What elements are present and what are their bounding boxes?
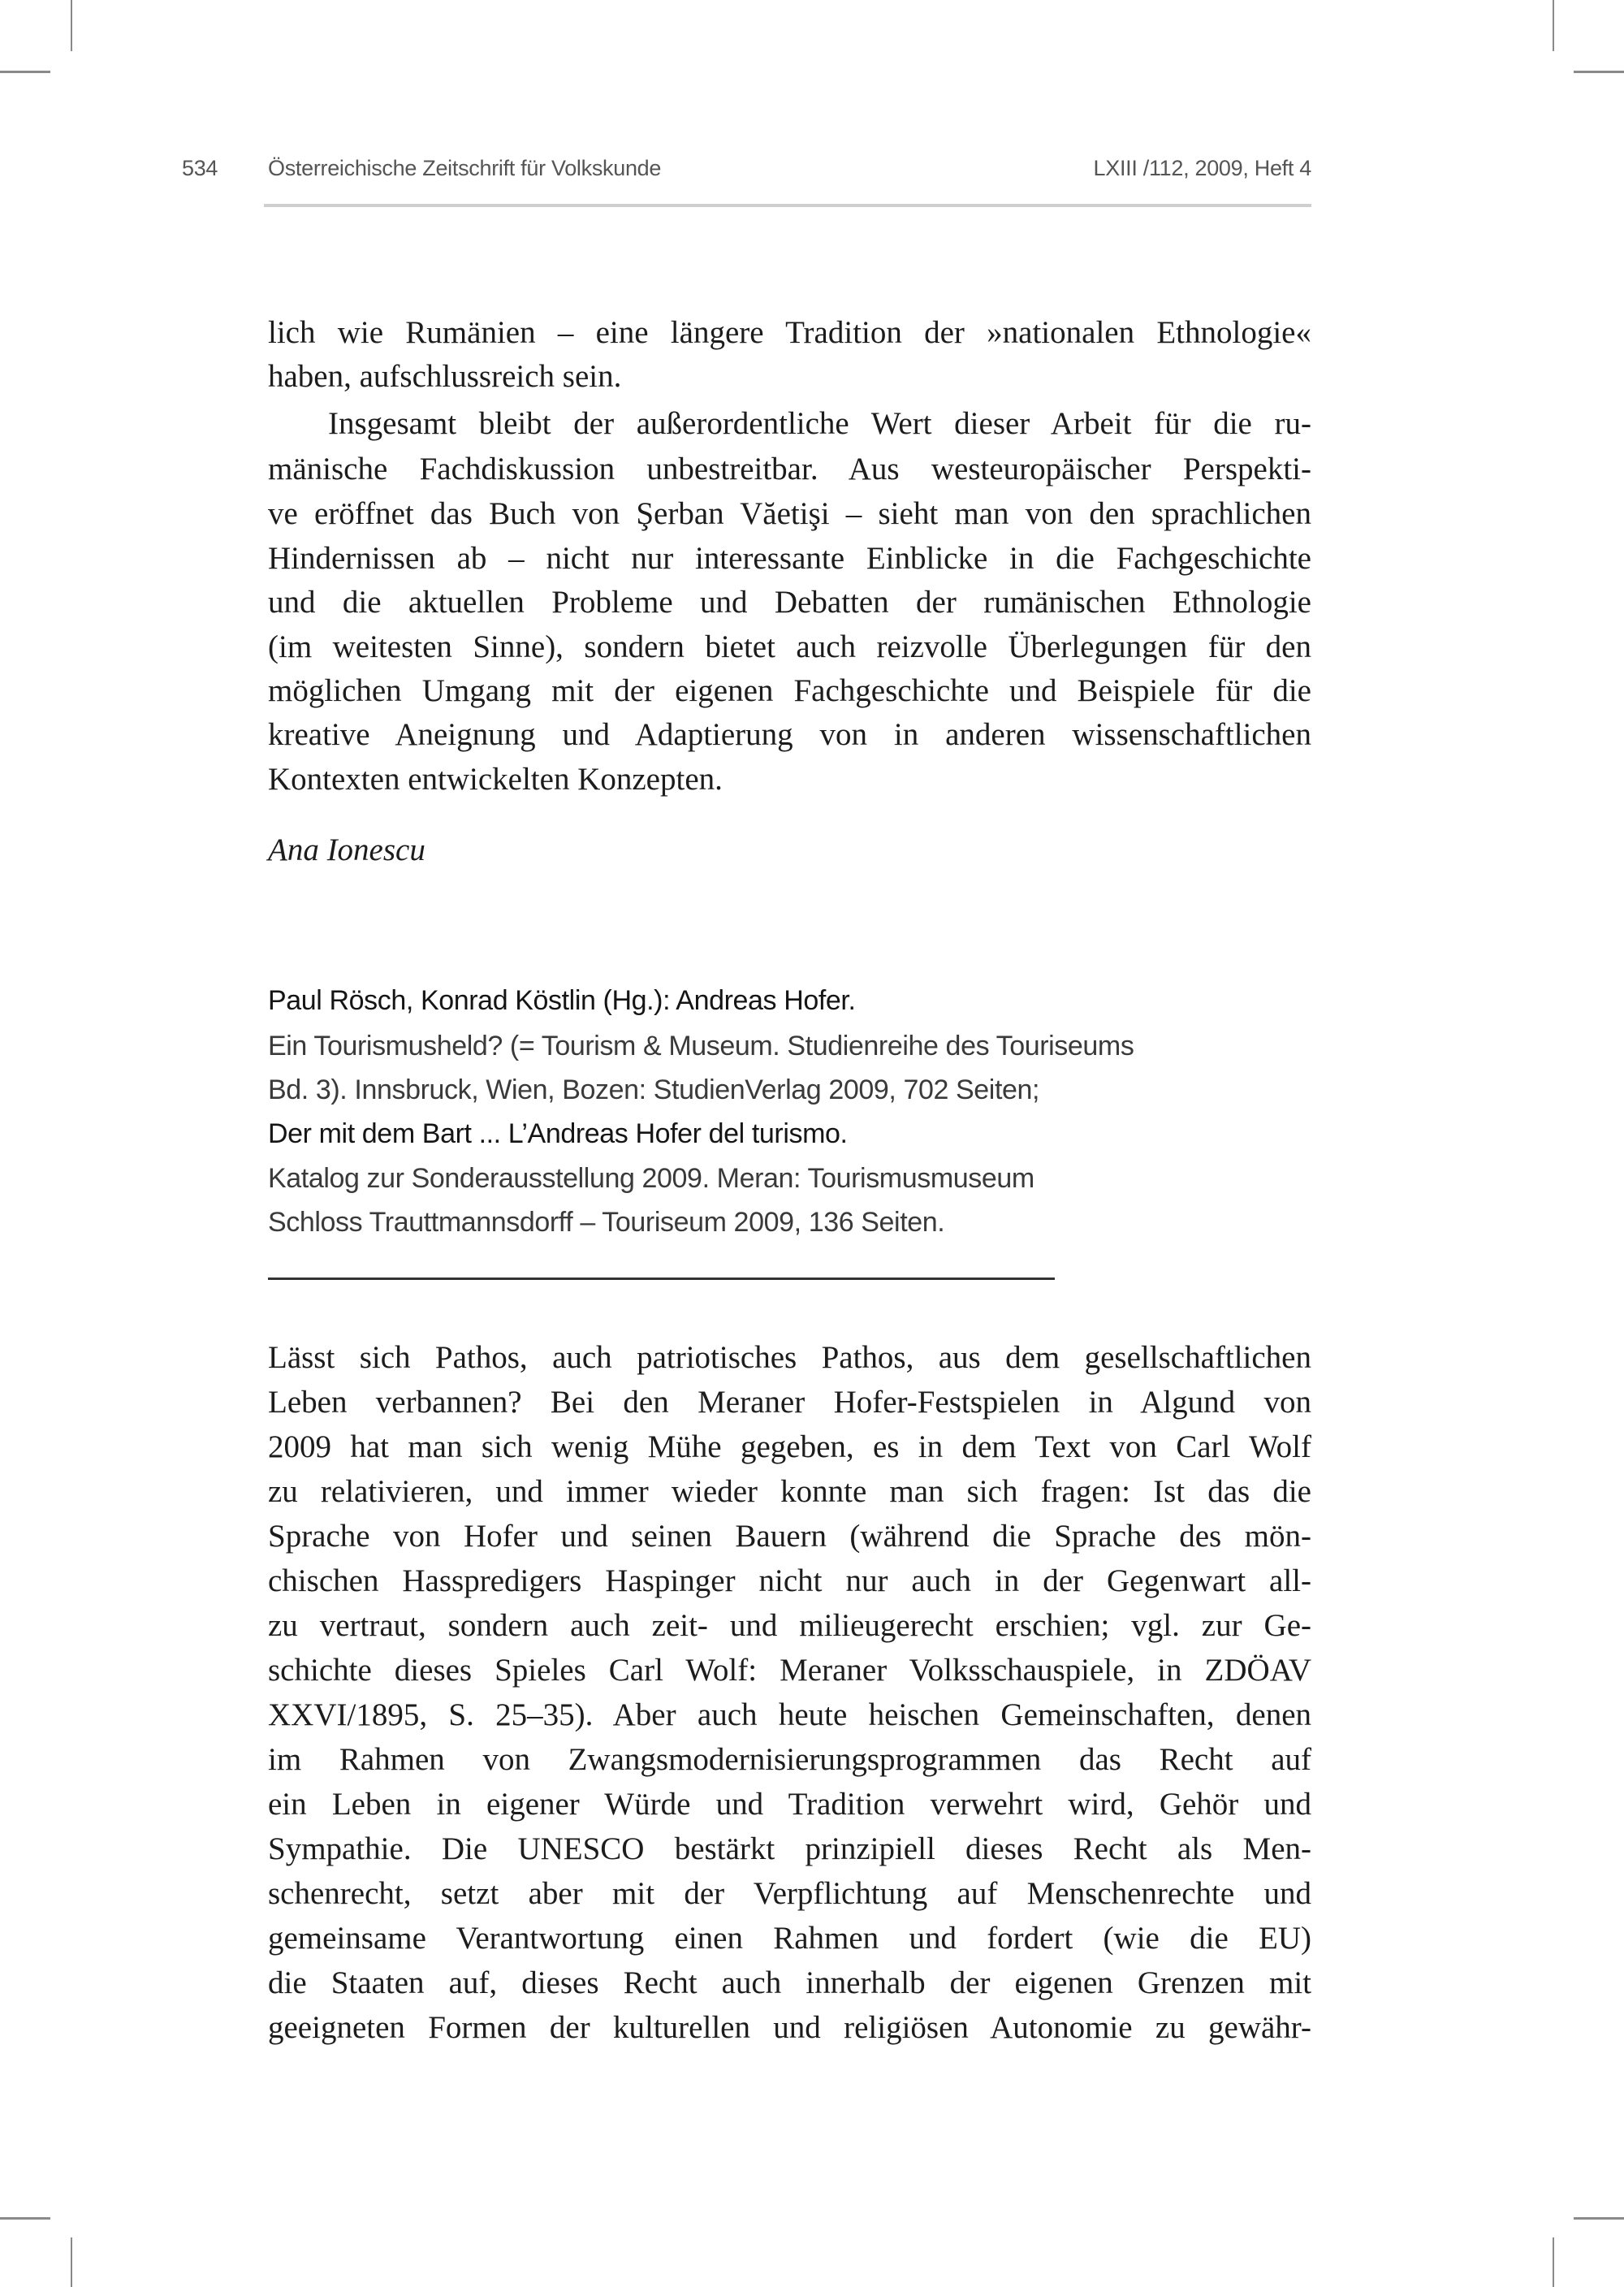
text-line: geeigneten Formen der kulturellen und religiösen Autonomie zu gewähr-: [268, 2010, 1311, 2045]
book-title-2: Der mit dem Bart ... L’Andreas Hofer del turismo.: [268, 1118, 848, 1149]
text-line: mänische Fachdiskussion unbestreitbar. Aus westeuropäischer Perspekti-: [268, 452, 1311, 486]
text-line: Sprache von Hofer und seinen Bauern (während die Sprache des mön-: [268, 1519, 1311, 1554]
text-line: chischen Hasspredigers Haspinger nicht nur auch in der Gegenwart all-: [268, 1563, 1311, 1598]
text-line: schenrecht, setzt aber mit der Verpflichtung auf Menschenrechte und: [268, 1876, 1311, 1911]
bibliography-rule: [268, 1278, 1055, 1280]
text-line: (im weitesten Sinne), sondern bietet auch reizvolle Überlegungen für den: [268, 629, 1311, 664]
text-line: im Rahmen von Zwangsmodernisierungsprogrammen das Recht auf: [268, 1742, 1311, 1777]
text-line: 2009 hat man sich wenig Mühe gegeben, es in dem Text von Carl Wolf: [268, 1429, 1311, 1464]
text-line: zu relativieren, und immer wieder konnte man sich fragen: Ist das die: [268, 1474, 1311, 1509]
text-line: XXVI/1895, S. 25–35). Aber auch heute heischen Gemeinschaften, denen: [268, 1697, 1311, 1732]
review-author: Ana Ionescu: [268, 832, 425, 867]
crop-mark-bottom-left-horizontal: [0, 2217, 50, 2220]
header-rule: [264, 204, 1311, 207]
text-line: schichte dieses Spieles Carl Wolf: Meraner Volksschauspiele, in ZDÖAV: [268, 1653, 1311, 1688]
journal-title: Österreichische Zeitschrift für Volkskunde: [268, 156, 662, 180]
text-line: ein Leben in eigener Würde und Tradition verwehrt wird, Gehör und: [268, 1787, 1311, 1822]
text-line: möglichen Umgang mit der eigenen Fachgeschichte und Beispiele für die: [268, 673, 1311, 708]
crop-mark-top-right-vertical: [1553, 0, 1554, 51]
bib-line: Ein Tourismusheld? (= Tourism & Museum. Studienreihe des Touriseums: [268, 1031, 1134, 1061]
crop-mark-bottom-right-vertical: [1553, 2237, 1554, 2287]
crop-mark-bottom-left-vertical: [71, 2237, 72, 2287]
volume-issue: LXIII /112, 2009, Heft 4: [1093, 156, 1311, 180]
text-line: kreative Aneignung und Adaptierung von in anderen wissenschaftlichen: [268, 717, 1311, 752]
page-number: 534: [182, 156, 218, 180]
book-title-1: Paul Rösch, Konrad Köstlin (Hg.): Andreas Hofer.: [268, 985, 856, 1016]
crop-mark-top-left-horizontal: [0, 71, 50, 73]
bib-line: Bd. 3). Innsbruck, Wien, Bozen: StudienVerlag 2009, 702 Seiten;: [268, 1074, 1040, 1105]
text-line: lich wie Rumänien – eine längere Tradition der »nationalen Ethnologie«: [268, 315, 1311, 350]
bib-line: Katalog zur Sonderausstellung 2009. Meran: Tourismusmuseum: [268, 1163, 1034, 1194]
text-line: die Staaten auf, dieses Recht auch innerhalb der eigenen Grenzen mit: [268, 1965, 1311, 2000]
text-line: gemeinsame Verantwortung einen Rahmen und fordert (wie die EU): [268, 1921, 1311, 1956]
text-line: zu vertraut, sondern auch zeit- und milieugerecht erschien; vgl. zur Ge-: [268, 1608, 1311, 1643]
text-line: haben, aufschlussreich sein.: [268, 359, 622, 394]
text-line: Hindernissen ab – nicht nur interessante Einblicke in die Fachgeschichte: [268, 541, 1311, 576]
text-line: Insgesamt bleibt der außerordentliche Wert dieser Arbeit für die ru-: [328, 406, 1311, 441]
crop-mark-bottom-right-horizontal: [1574, 2217, 1624, 2220]
text-line: Lässt sich Pathos, auch patriotisches Pathos, aus dem gesellschaftlichen: [268, 1340, 1311, 1375]
text-line: und die aktuellen Probleme und Debatten der rumänischen Ethnologie: [268, 585, 1311, 620]
crop-mark-top-left-vertical: [71, 0, 72, 51]
text-line: Kontexten entwickelten Konzepten.: [268, 762, 723, 797]
text-line: ve eröffnet das Buch von Şerban Văetişi – sieht man von den sprachlichen: [268, 496, 1311, 531]
text-line: Sympathie. Die UNESCO bestärkt prinzipiell dieses Recht als Men-: [268, 1831, 1311, 1866]
crop-mark-top-right-horizontal: [1574, 71, 1624, 73]
bib-line: Schloss Trauttmannsdorff – Touriseum 2009, 136 Seiten.: [268, 1207, 945, 1238]
text-line: Leben verbannen? Bei den Meraner Hofer-Festspielen in Algund von: [268, 1385, 1311, 1420]
